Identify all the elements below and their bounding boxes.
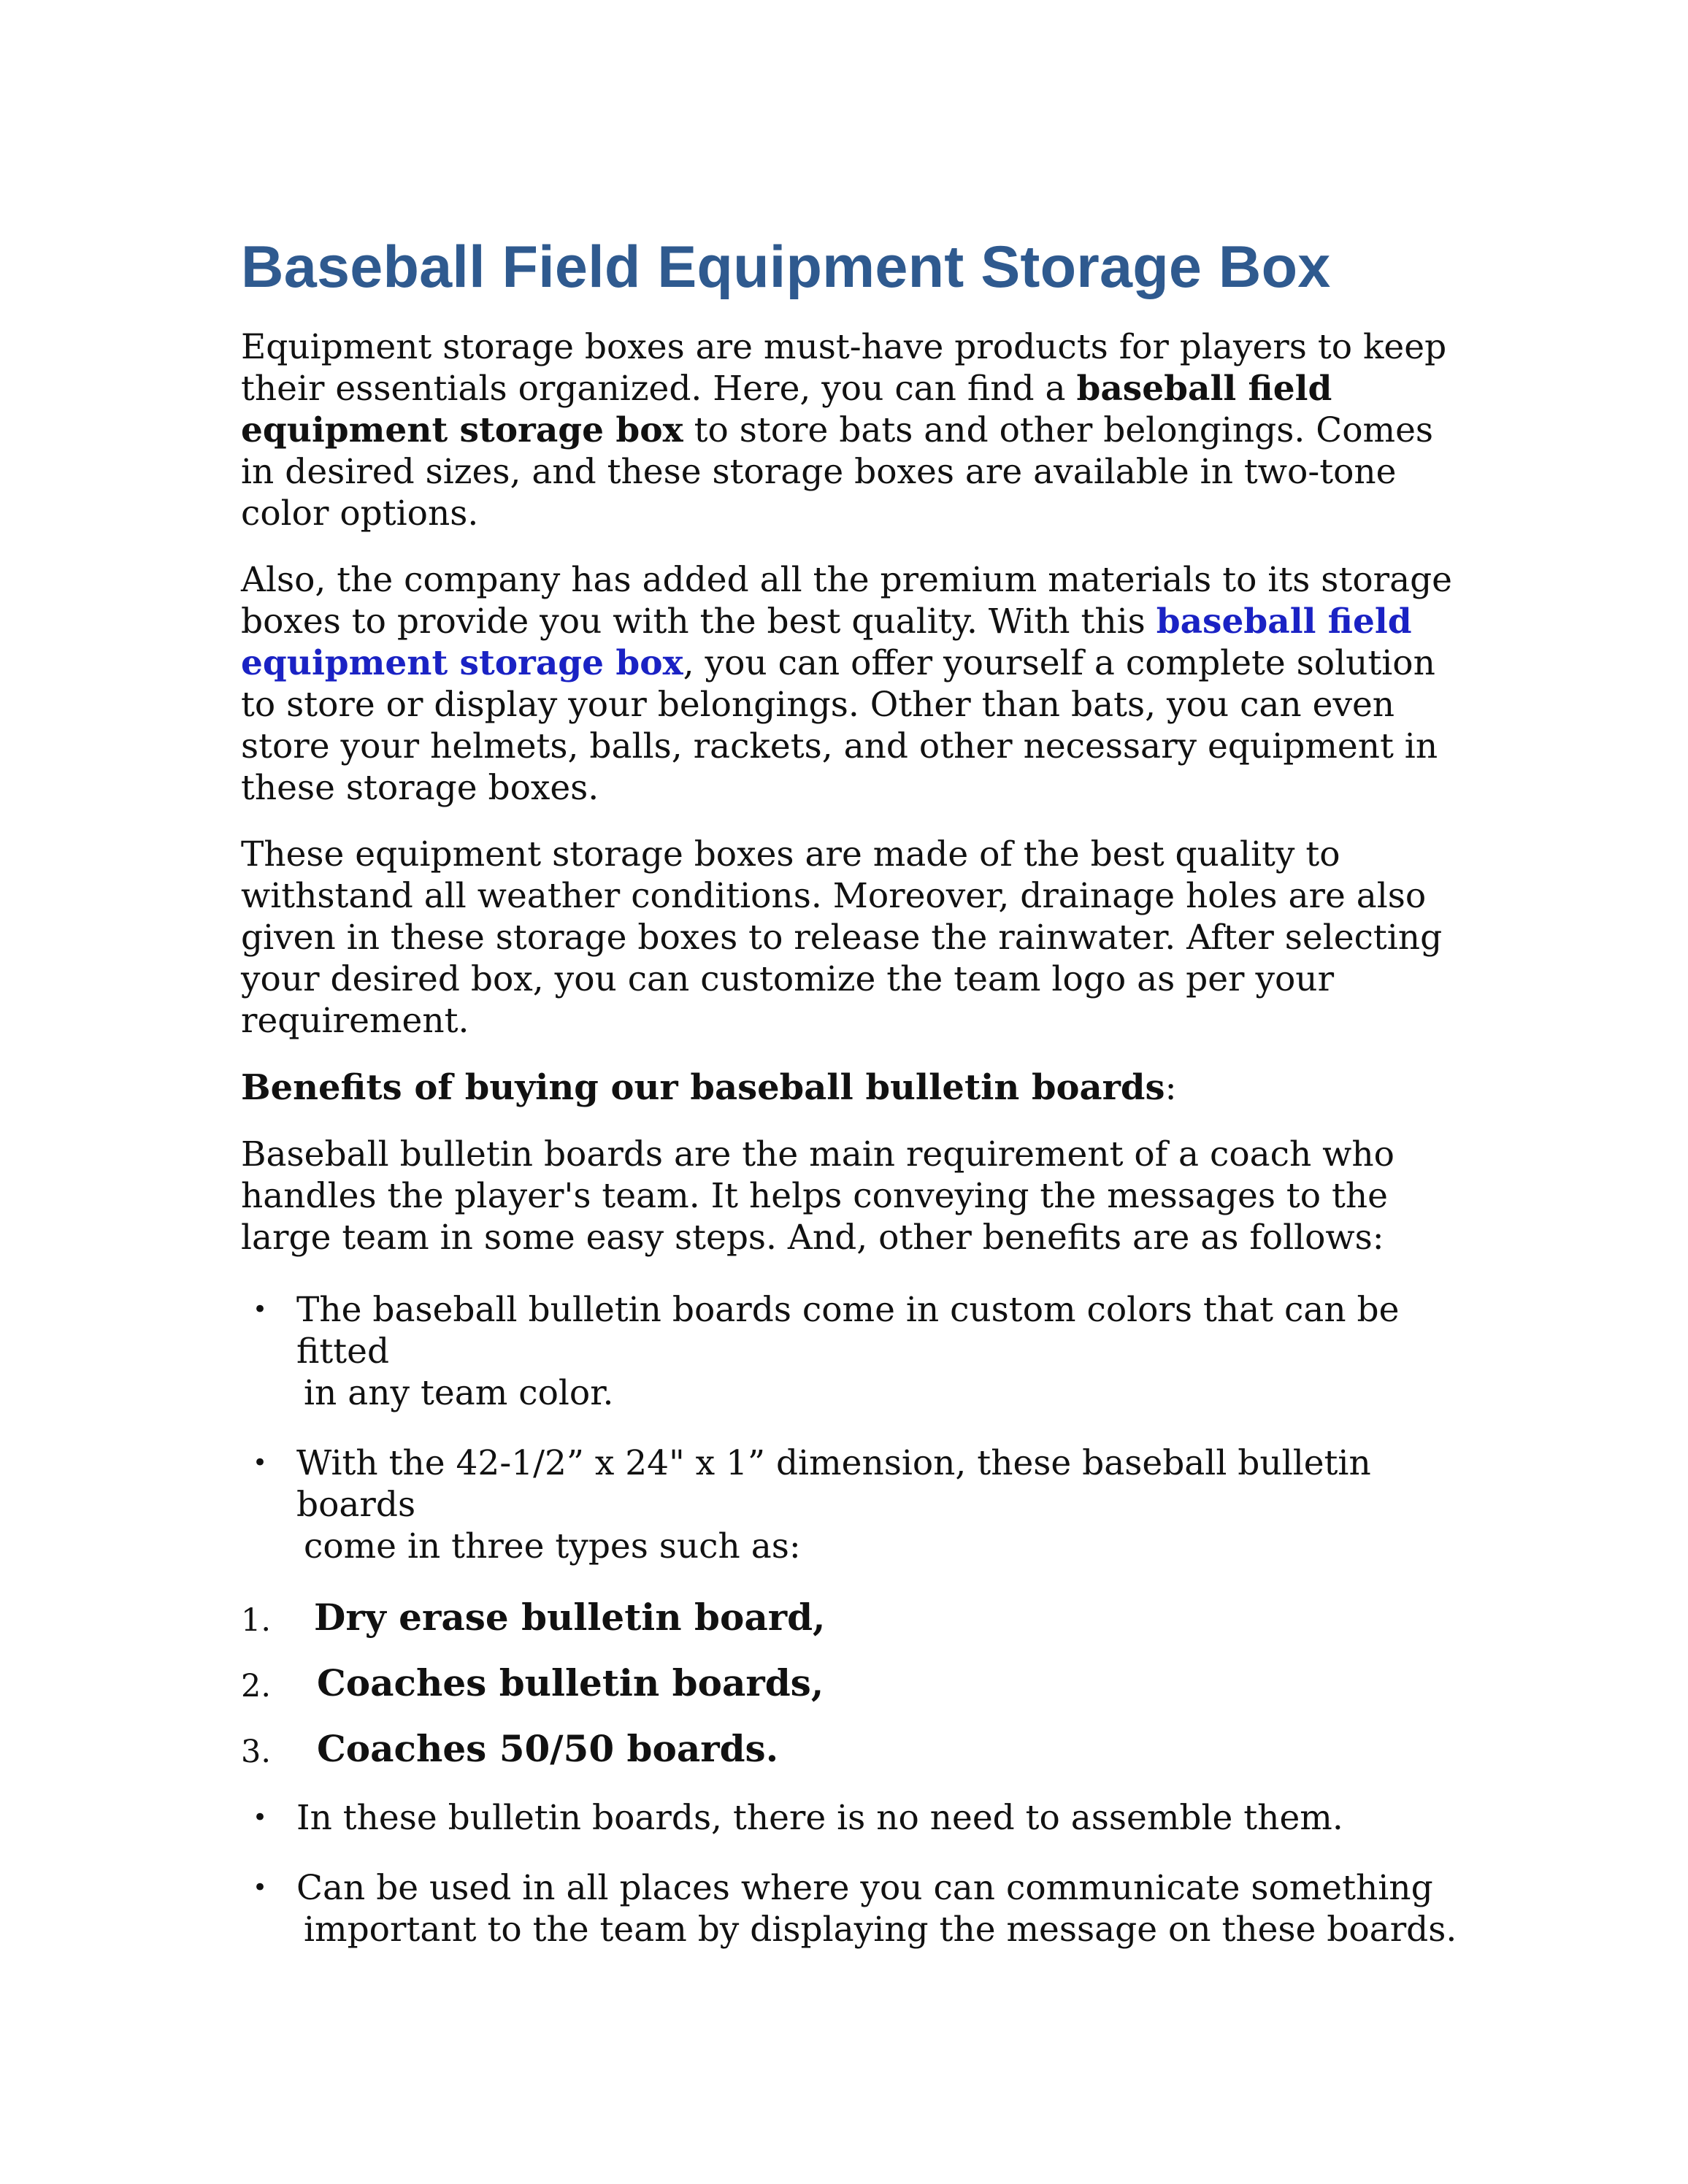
bullet-icon: • (253, 1873, 268, 1903)
list-item-text-cont: come in three types such as: (304, 1526, 801, 1567)
list-number: 2. (241, 1668, 272, 1705)
benefits-list-top (241, 1289, 1468, 1567)
intro-paragraph (241, 326, 1468, 534)
list-item-text: The baseball bulletin boards come in custom colors that can be fitted (296, 1290, 1400, 1372)
intro-text-end: to store bats and other belongings. Comes in desired sizes, and these storage boxes are available in two-tone color options. (241, 410, 1434, 534)
quality-paragraph (241, 559, 1468, 809)
benefits-heading-colon: : (1165, 1067, 1177, 1109)
list-item (241, 1442, 1468, 1567)
quality-text-end: , you can offer yourself a complete solution to store or display your belongings. Other than bats, you can even store your helmets, balls, rackets, and other necessary equipment in these storage boxes. (241, 643, 1438, 809)
list-item (241, 1661, 1468, 1705)
list-number: 1. (241, 1602, 272, 1639)
list-item-text: Can be used in all places where you can communicate something (296, 1868, 1433, 1909)
board-types-list (241, 1596, 1468, 1771)
list-item (241, 1289, 1468, 1414)
quality-text-start: Also, the company has added all the premium materials to its storage boxes to provide you with the best quality. With this (241, 560, 1452, 642)
benefits-heading (241, 1066, 1468, 1109)
board-type-label: Coaches 50/50 boards. (317, 1727, 779, 1771)
list-number: 3. (241, 1734, 272, 1771)
storage-box-link[interactable]: baseball field equipment storage box (241, 601, 1412, 684)
bulletin-intro-paragraph: Baseball bulletin boards are the main requirement of a coach who handles the player's team. It helps conveying the messages to the large team in some easy steps. And, other benefits are as follows: (241, 1134, 1394, 1258)
bullet-icon: • (253, 1803, 268, 1833)
benefits-list-bottom (241, 1797, 1468, 1950)
list-item (241, 1596, 1468, 1639)
board-type-label: Dry erase bulletin board, (314, 1596, 826, 1639)
list-item-text-cont: important to the team by displaying the message on these boards. (304, 1910, 1457, 1950)
intro-bold-phrase: baseball field equipment storage box (241, 369, 1332, 451)
intro-text-start: Equipment storage boxes are must-have products for players to keep their essentials organized. Here, you can find a (241, 327, 1447, 410)
bullet-icon: • (253, 1295, 268, 1325)
list-item-text-cont: in any team color. (304, 1373, 614, 1414)
benefits-heading-text: Benefits of buying our baseball bulletin boards (241, 1067, 1165, 1109)
list-item (241, 1867, 1468, 1950)
page-title: Baseball Field Equipment Storage Box (241, 234, 1331, 300)
document-page (241, 234, 1468, 1979)
list-item (241, 1797, 1468, 1839)
weather-paragraph: These equipment storage boxes are made of the best quality to withstand all weather conditions. Moreover, drainage holes are also given in these storage boxes to release the rainwater. After selecting your desired box, you can customize the team logo as per your requirement. (241, 834, 1443, 1042)
bullet-icon: • (253, 1448, 268, 1478)
board-type-label: Coaches bulletin boards, (317, 1661, 824, 1705)
list-item-text: With the 42-1/2” x 24" x 1” dimension, these baseball bulletin boards (296, 1443, 1371, 1526)
list-item (241, 1727, 1468, 1771)
list-item-text: In these bulletin boards, there is no need to assemble them. (296, 1798, 1343, 1839)
